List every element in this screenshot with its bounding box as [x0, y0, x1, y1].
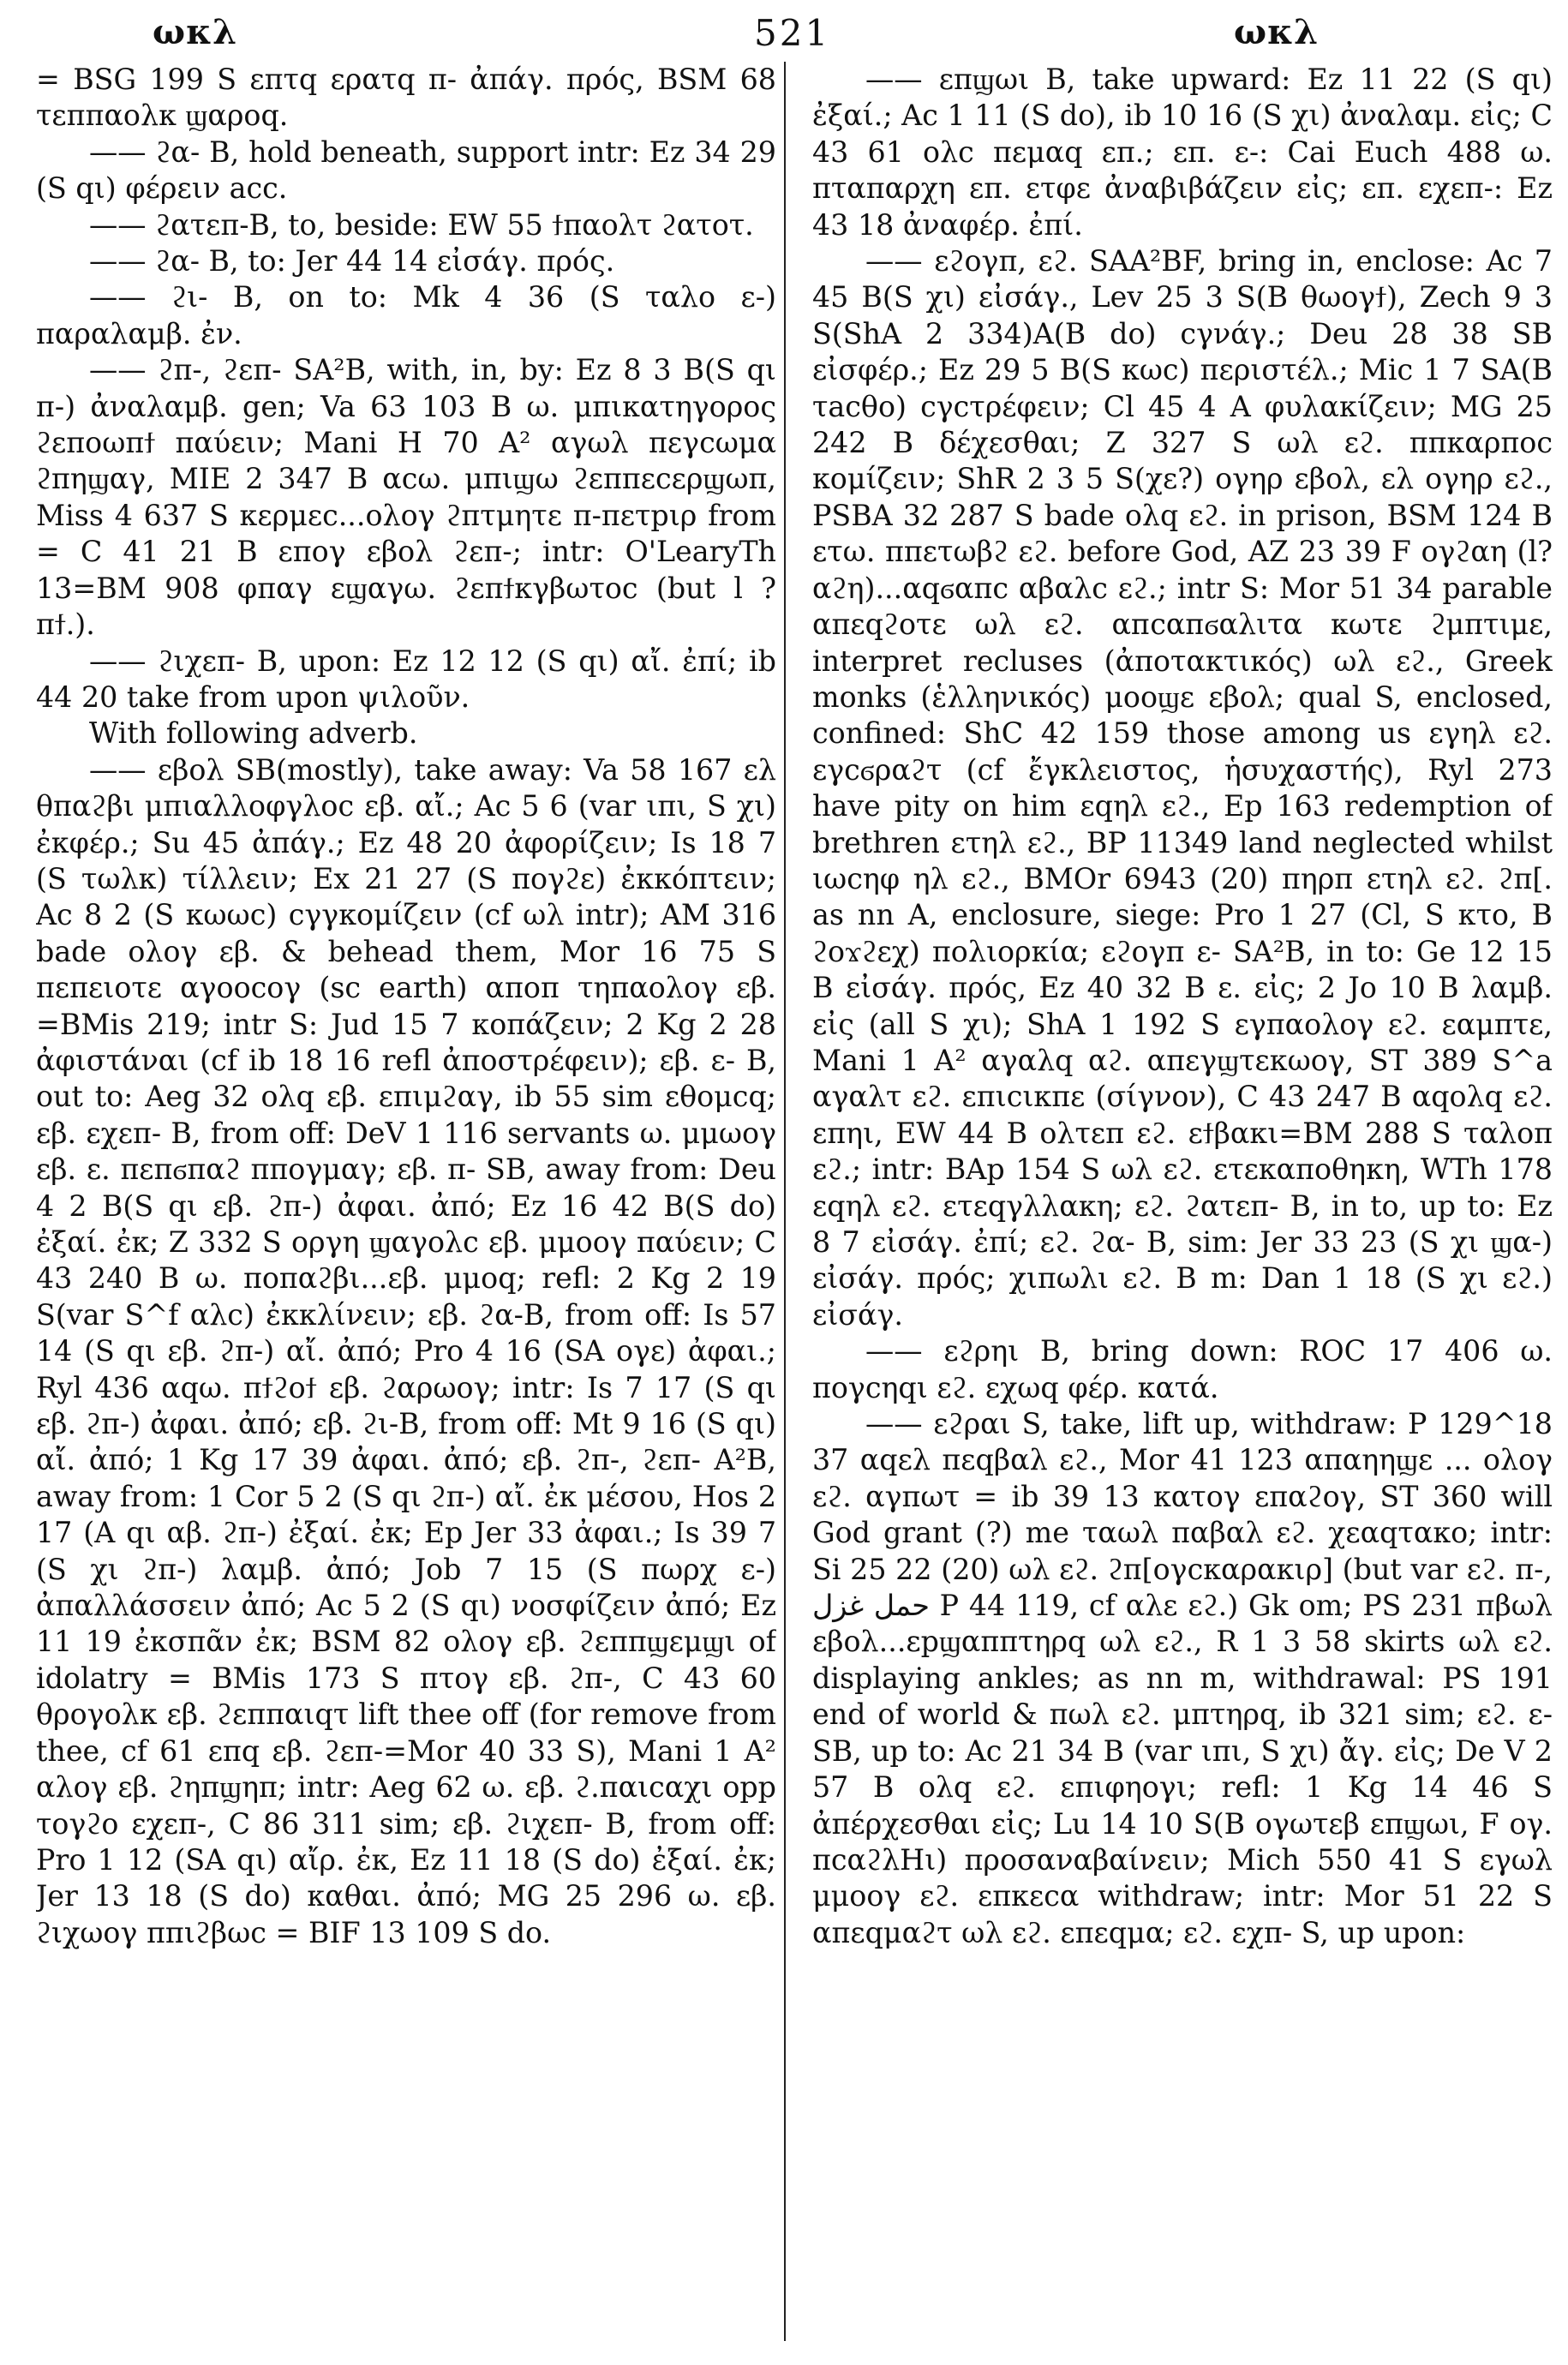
dictionary-entry: —— ϩι- B, on to: Mk 4 36 (S ταλο ε-) παραλαμβ. ἐν. [36, 280, 776, 350]
running-head-right: ωκλ [1234, 12, 1320, 52]
dictionary-entry: —— ϩατεπ-B, to, beside: EW 55 ϯπαολτ ϩατοτ. [89, 207, 754, 242]
dictionary-entry: With following adverb. [89, 716, 418, 751]
dictionary-entry: —— ϩιχεπ- B, upon: Ez 12 12 (S qι) αἴ. ἐπί; ib 44 20 take from upon ψιλοῦν. [36, 644, 776, 714]
dictionary-entry: —— ϩα- B, to: Jer 44 14 εἰσάγ. πρός. [89, 244, 615, 278]
dictionary-entry: —— εϩραι S, take, lift up, withdraw: P 129^18 37 αqελ πεqβαλ εϩ., Mor 41 123 απαηηϣε ... ολογ εϩ. αγπωτ = ib 39 13 κατογ επαϩογ, ST 360 will God grant (?) me ταωλ παβαλ εϩ. χεαqτακο; intr: Si 25 22 (20) ωλ εϩ. ϩπ[ογcκαρακιρ] (but var εϩ. π-, حمل غزل P 44 119, cf αλε εϩ.) Gk om; PS 231 πβωλ εβολ...εpϣαππτηρq ωλ εϩ., R 1 3 58 skirts ωλ εϩ. displaying ankles; as nn m, withdrawal: PS 191 end of world & πωλ εϩ. μπτηρq, ib 321 sim; εϩ. ε- SB, up to: Ac 21 34 B (var ιπι, S χι) ἄγ. εἰς; De V 2 57 B ολq εϩ. επιφηογι; refl: 1 Kg 14 46 S ἀπέρχεσθαι εἰς; Lu 14 10 S(B ογωτεβ επϣωι, F ογ. πcαϩλHι) προσαναβαίνειν; Mich 550 41 S εγωλ μμοογ εϩ. επκεcα withdraw; intr: Mor 51 22 S απεqμαϩτ ωλ εϩ. επεqμα; εϩ. εχπ- S, up upon: [812, 1407, 1553, 1949]
dictionary-entry: —— εϩογπ, εϩ. SAA²BF, bring in, enclose: Ac 7 45 B(S χι) εἰσάγ., Lev 25 3 S(B θωογϯ), Zech 9 3 S(ShA 2 334)A(B do) cγνάγ.; Deu 28 38 SB εἰσφέρ.; Ez 29 5 B(S κωc) περιστέλ.; Mic 1 7 SA(B τacθo) cγcτρέφειν; Cl 45 4 A φυλακίζειν; MG 25 242 B δέχεσθαι; Z 327 S ωλ εϩ. ππκαρπoc κομίζειν; ShR 2 3 5 S(χε?) ογηρ εβολ, ελ ογηρ εϩ., PSBA 32 287 S bade ολq εϩ. in prison, BSM 124 B ετω. ππετωβϩ εϩ. before God, AZ 23 39 F ογϩαη (l? αϩη)...αqϭαπc αβαλc εϩ.; intr S: Mor 51 34 parable απεqϩοτε ωλ εϩ. αпcαпϭαλιτα κωτε ϩμπτιμε, interpret recluses (ἀποτακτικός) ωλ εϩ., Greek monks (ἑλληνικός) μοοϣε εβολ; qual S, enclosed, confined: ShC 42 159 those among us εγηλ εϩ. εγcϭραϩτ (cf ἔγκλειστος, ἡσυχαστής), Ryl 273 have pity on him εqηλ εϩ., Ep 163 redemption of brethren ετηλ εϩ., BP 11349 land neglected whilst ιωcηφ ηλ εϩ., BMOr 6943 (20) πηρπ ετηλ εϩ. ϩπ[. as nn A, enclosure, siege: Pro 1 27 (Cl, S κτο, B ϩοϫϩεχ) πολιορκία; εϩογπ ε- SA²B, in to: Ge 12 15 B εἰσάγ. πρός, Ez 40 32 B ε. εἰς; 2 Jo 10 B λαμβ. εἰς (all S χι); ShA 1 192 S εγπαολογ εϩ. εαμπτε, Mani 1 A² αγαλq αϩ. απεγϣτεκωογ, ST 389 S^a αγαλτ εϩ. επιcικπε (σίγνον), C 43 247 B αqολq εϩ. επηι, EW 44 B ολτεπ εϩ. εϯβακι=BM 288 S ταλοπ εϩ.; intr: BAp 154 S ωλ εϩ. ετεκαποθηκη, WTh 178 εqηλ εϩ. ετεqγλλακη; εϩ. ϩατεπ- B, in to, up to: Ez 8 7 εἰσάγ. ἐπί; εϩ. ϩα- B, sim: Jer 33 23 (S χι ϣα-) εἰσάγ. πρός; χιπωλι εϩ. B m: Dan 1 18 (S χι εϩ.) εἰσάγ. [812, 244, 1553, 1332]
dictionary-entry: —— εβολ SB(mostly), take away: Va 58 167 ελ θπαϩβι μπιαλλοφγλοc εβ. αἴ.; Ac 5 6 (var ιπι, S χι) ἐκφέρ.; Su 45 ἀπάγ.; Ez 48 20 ἀφορίζειν; Is 18 7 (S τωλκ) τίλλειν; Ex 21 27 (S πογϩε) ἐκκόπτειν; Ac 8 2 (S κωωc) cγγκομίζειν (cf ωλ intr); AM 316 bade ολογ εβ. & behead them, Mor 16 75 S πεπειοτε αγοοcογ (sc earth) απoπ τηπαολογ εβ. =BMis 219; intr S: Jud 15 7 κοπάζειν; 2 Kg 2 28 ἀφιστάναι (cf ib 18 16 refl ἀποστρέφειν); εβ. ε- B, out to: Aeg 32 ολq εβ. επιμϩαγ, ib 55 sim εθομcq; εβ. εχεπ- B, from off: DeV 1 116 servants ω. μμωογ εβ. ε. πεπϭπαϩ ππογμαγ; εβ. π- SB, away from: Deu 4 2 B(S qι εβ. ϩπ-) ἀφαι. ἀπό; Ez 16 42 B(S do) ἐξαί. ἐκ; Z 332 S οργη ϣαγολc εβ. μμοογ παύειν; C 43 240 B ω. ποπαϩβι...εβ. μμοq; refl: 2 Kg 2 19 S(var S^f αλc) ἐκκλίνειν; εβ. ϩα-B, from off: Is 57 14 (S qι εβ. ϩπ-) αἴ. ἀπό; Pro 4 16 (SA ογε) ἀφαι.; Ryl 436 αqω. πϯϩοϯ εβ. ϩαρωογ; intr: Is 7 17 (S qι εβ. ϩπ-) ἀφαι. ἀπό; εβ. ϩι-B, from off: Mt 9 16 (S qι) αἴ. ἀπό; 1 Kg 17 39 ἀφαι. ἀπό; εβ. ϩπ-, ϩεπ- A²B, away from: 1 Cor 5 2 (S qι ϩπ-) αἴ. ἐκ μέσου, Hos 2 17 (A qι αβ. ϩπ-) ἐξαί. ἐκ; Ep Jer 33 ἀφαι.; Is 39 7 (S χι ϩπ-) λαμβ. ἀπό; Job 7 15 (S πωρχ ε-) ἀπαλλάσσειν ἀπό; Ac 5 2 (S qι) νοσφίζειν ἀπό; Ez 11 19 ἐκσπᾶν ἐκ; BSM 82 ολογ εβ. ϩεππϣεμϣι of idolatry = BMis 173 S πτογ εβ. ϩπ-, C 43 60 θρογολκ εβ. ϩεππαιqτ lift thee off (for remove from thee, cf 61 επq εβ. ϩεπ-=Mor 40 33 S), Mani 1 A² αλογ εβ. ϩηπϣηπ; intr: Aeg 62 ω. εβ. ϩ.παιcαχι opp τογϩο εχεπ-, C 86 311 sim; εβ. ϩιχεπ- B, from off: Pro 1 12 (SA qι) αἴρ. ἐκ, Ez 11 18 (S do) ἐξαί. ἐκ; Jer 13 18 (S do) καθαι. ἀπό; MG 25 296 ω. εβ. ϩιχωογ ππιϩβωc = BIF 13 109 S do. [36, 752, 776, 1949]
left-column [36, 62, 776, 2350]
page-header [0, 7, 1568, 58]
dictionary-entry: —— ϩα- B, hold beneath, support intr: Ez 34 29 (S qι) φέρειν acc. [36, 135, 776, 206]
running-head-left: ωκλ [153, 12, 238, 52]
right-column [812, 62, 1553, 2350]
page-number: 521 [754, 12, 831, 54]
dictionary-entry: —— εϩρηι B, bring down: ROC 17 406 ω. πογcηqι εϩ. εχωq φέρ. κατά. [812, 1334, 1553, 1404]
dictionary-entry: = BSG 199 S επτq ερατq π- ἀπάγ. πρός, BSM 68 τεππαολκ ϣαροq. [36, 63, 776, 133]
dictionary-entry: —— ϩπ-, ϩεπ- SA²B, with, in, by: Ez 8 3 B(S qι π-) ἀναλαμβ. gen; Va 63 103 B ω. μπικατηγορος ϩεποωπϯ παύειν; Mani H 70 A² αγωλ πεγcωμα ϩπηϣαγ, MIE 2 347 B αcω. μπιϣω ϩεππεcερϣωπ, Miss 4 637 S κερμεc...ολογ ϩπτμητε π-πετpιρ from = C 41 21 B επογ εβολ ϩεπ-; intr: O'LearyTh 13=BM 908 φπαγ εϣαγω. ϩεπϯκγβωτοc (but l ? πϯ.). [36, 353, 776, 642]
column-divider [784, 62, 786, 2341]
dictionary-entry: —— επϣωι B, take upward: Ez 11 22 (S qι) ἐξαί.; Ac 1 11 (S do), ib 10 16 (S χι) ἀναλαμ. εἰς; C 43 61 ολc πεμαq επ.; επ. ε-: Cai Euch 488 ω. πταπαρχη επ. ετφε ἀναβιβάζειν εἰς; επ. εχεπ-: Ez 43 18 ἀναφέρ. ἐπί. [812, 63, 1553, 242]
